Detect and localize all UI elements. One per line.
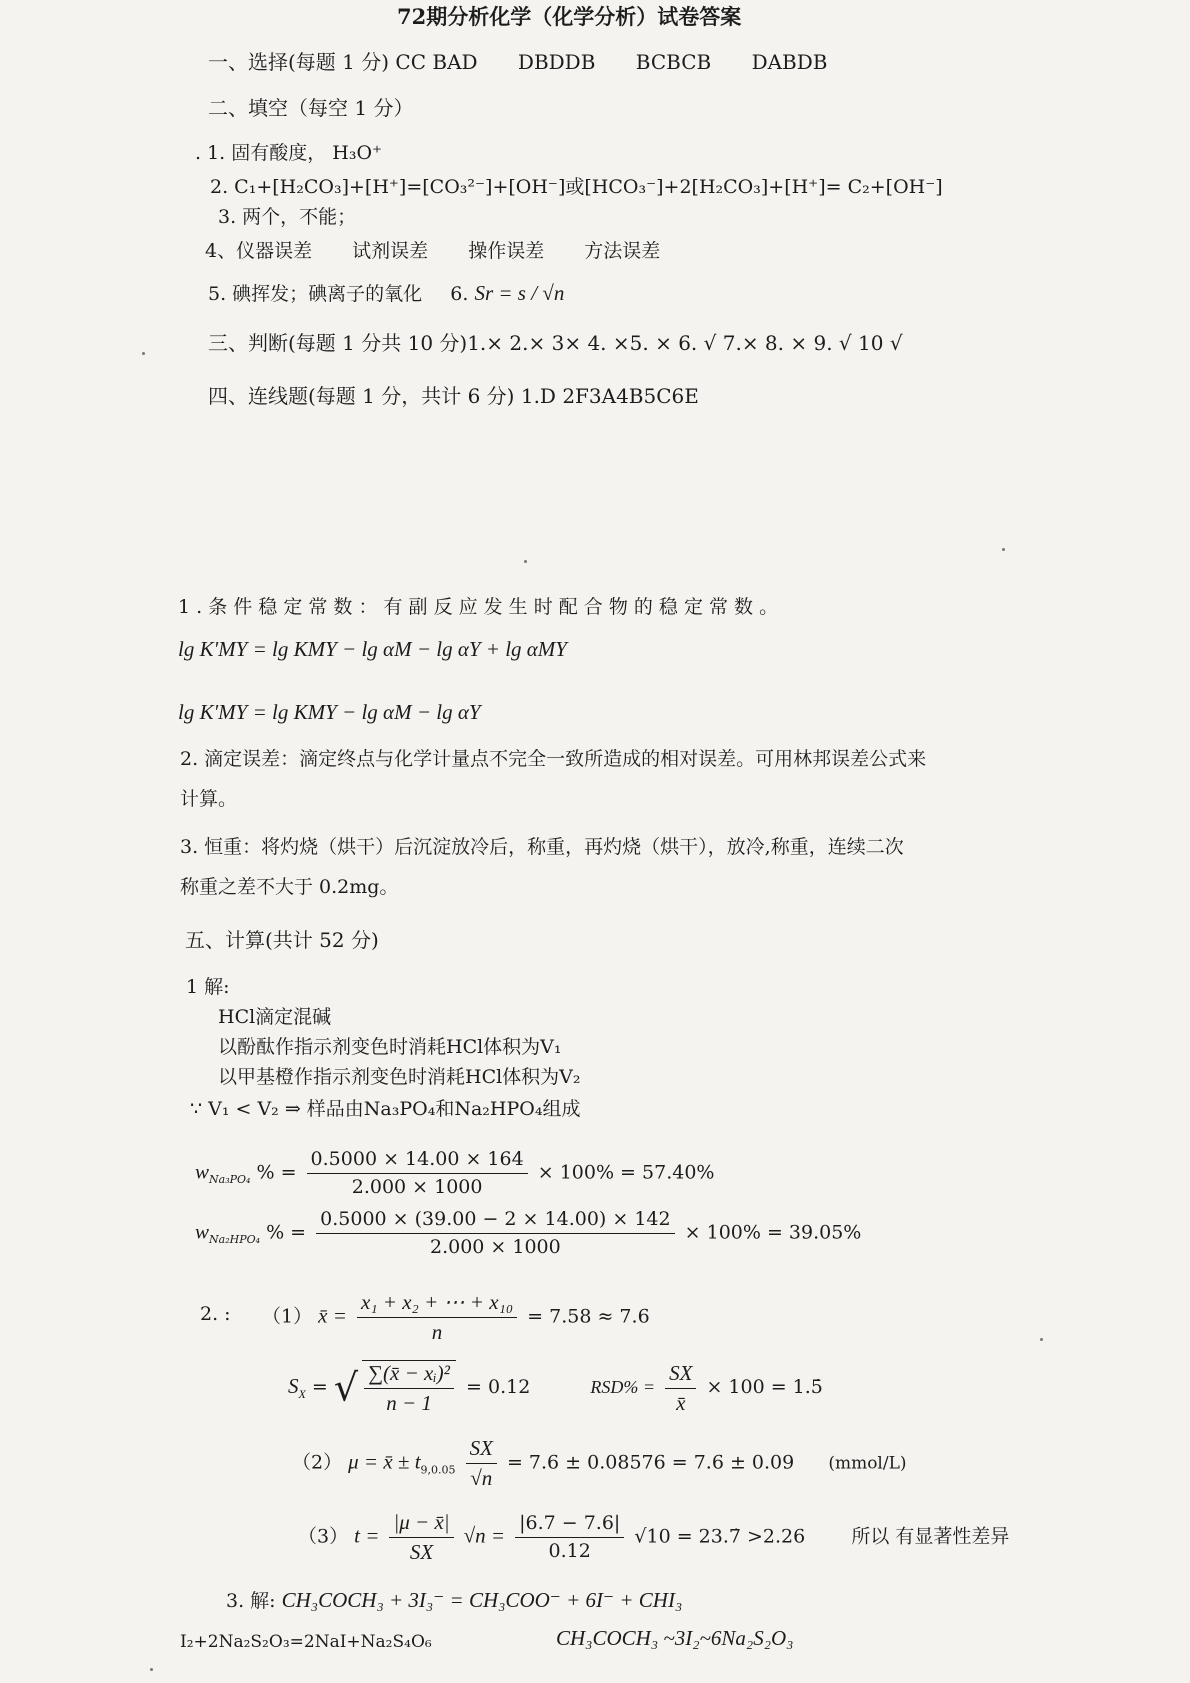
problem-3-reaction-2: I₂+2Na₂S₂O₃=2NaI+Na₂S₄O₆ <box>180 1632 432 1652</box>
error-type-4: 方法误差 <box>584 240 661 262</box>
t-test-conclusion: 所以 有显著性差异 <box>851 1525 1010 1548</box>
scan-speck <box>1040 1338 1043 1341</box>
confidence-interval-formula: （2） μ = x̄ ± $t_{9,0.05}$ $\frac{SX}{√n}$ = 7.6 ± 0.08576 = 7.6 ± 0.09 (mmol/L) <box>292 1436 907 1491</box>
page-title: 72期分析化学（化学分析）试卷答案 <box>397 4 742 29</box>
problem-1-line-1: HCl滴定混碱 <box>218 1006 332 1028</box>
na2hpo4-fraction: $\frac{0.5000 \times (39.00 - 2 \times 14.00) \times 142}{2.000 \times 1000}$ <box>316 1208 674 1259</box>
term-1-equation-1: lg K′MY = lg KMY − lg αM − lg αY + lg αMY <box>178 637 567 661</box>
std-dev-formula: $S_X$ = √ $\frac{\text{∑(x̄ − xᵢ)²}}{n - 1}$ = 0.12 RSD% = $\frac{SX}{x̄}$ × 100 = 1.5̇ <box>288 1360 823 1416</box>
scan-speck <box>524 560 527 563</box>
mass-fraction-na3po4: $w_{Na_3PO_4}$ % = $\frac{0.5000 \times 14.00 \times 164}{2.000 \times 1000}$ × 100% = 57.40% <box>195 1148 715 1198</box>
choice-group-1: CC BAD <box>395 50 478 74</box>
mass-fraction-na2hpo4: $w_{Na_2HPO_4}$ % = $\frac{0.5000 \times (39.00 - 2 \times 14.00) \times 142}{2.000 \times 1000}$ × 100% = 39.05% <box>195 1208 862 1258</box>
term-2-definition-cont: 计算。 <box>180 788 238 810</box>
relative-std-formula: Sr = s / √n <box>474 281 565 305</box>
term-2-definition: 2. 滴定误差：滴定终点与化学计量点不完全一致所造成的相对误差。可用林邦误差公式来 <box>180 748 927 770</box>
error-type-2: 试剂误差 <box>352 240 429 262</box>
scan-speck <box>142 352 145 355</box>
fill-answer-4 <box>205 240 660 263</box>
section-choice-label: 一、选择(每题 1 分) <box>208 50 390 74</box>
error-type-3: 操作误差 <box>468 240 545 262</box>
problem-3-reaction-1: CH₃COCH₃ + 3I₃⁻ = CH₃COO⁻ + 6I⁻ + CHI₃ <box>281 1588 683 1612</box>
choice-group-4: DABDB <box>751 50 828 74</box>
section-matching: 四、连线题(每题 1 分，共计 6 分) 1.D 2F3A4B5C6E <box>208 384 699 408</box>
section-choice <box>208 50 828 74</box>
term-1-equation-2: lg K′MY = lg KMY − lg αM − lg αY <box>178 700 481 724</box>
t-test-formula: （3） t = $\frac{|\mu - x̄|}{SX}$ √n = $\frac{|6.7 - 7.6|}{0.12}$ √10 = 23.7̇ >2.26 所以 有显著性差异 <box>298 1510 1010 1565</box>
fill-answer-6-label: 6. <box>450 283 469 305</box>
problem-3-line-1: 3. 解: CH₃COCH₃ + 3I₃⁻ = CH₃COO⁻ + 6I⁻ + CHI₃ <box>226 1588 683 1612</box>
na3po4-fraction: $\frac{0.5000 \times 14.00 \times 164}{2.000 \times 1000}$ <box>307 1148 528 1199</box>
fill-answer-1: . 1. 固有酸度， H₃O⁺ <box>195 142 383 164</box>
problem-1-line-3: 以甲基橙作指示剂变色时消耗HCl体积为V₂ <box>218 1066 581 1088</box>
scan-speck <box>150 1668 153 1671</box>
section-calc-label: 五、计算(共计 52 分) <box>185 928 379 952</box>
term-3-definition: 3. 恒重：将灼烧（烘干）后沉淀放冷后，称重，再灼烧（烘干），放冷,称重，连续二次 <box>180 836 904 858</box>
scan-speck <box>1002 548 1005 551</box>
problem-3-stoichiometry: CH₃COCH₃ ~3I₂~6Na₂S₂O₃ <box>556 1626 794 1650</box>
term-3-definition-cont: 称重之差不大于 0.2mg。 <box>180 876 399 898</box>
mean-formula: （1） x̄ = $\frac{\text{x₁ + x₂ + ⋯ + x₁₀}}{n}$ = 7.58 ≈ 7.6 <box>262 1290 650 1345</box>
problem-1-line-2: 以酚酞作指示剂变色时消耗HCl体积为V₁ <box>218 1036 562 1058</box>
fill-answer-5: 5. 碘挥发；碘离子的氧化 <box>208 283 423 305</box>
fill-answer-2: 2. C₁+[H₂CO₃]+[H⁺]=[CO₃²⁻]+[OH⁻]或[HCO₃⁻]+2[H₂CO₃]+[H⁺]= C₂+[OH⁻] <box>210 176 943 198</box>
choice-group-3: BCBCB <box>635 50 712 74</box>
term-1-definition: 1 . 条 件 稳 定 常 数 ： 有 副 反 应 发 生 时 配 合 物 的 稳 定 常 数 。 <box>178 596 779 618</box>
fill-answer-5-6 <box>208 281 564 306</box>
problem-1-head: 1 解: <box>186 976 230 998</box>
problem-1-line-4: ∵ V₁ < V₂ ⇒ 样品由Na₃PO₄和Na₂HPO₄组成 <box>190 1098 581 1120</box>
choice-group-2: DBDDB <box>517 50 596 74</box>
error-type-1: 4、仪器误差 <box>205 240 313 262</box>
problem-2-head: 2. : <box>200 1303 231 1325</box>
section-judge: 三、判断(每题 1 分共 10 分)1.× 2.× 3× 4. ×5. × 6. √ 7.× 8. × 9. √ 10 √ <box>208 331 903 355</box>
section-fill-label: 二、填空（每空 1 分） <box>208 96 414 120</box>
fill-answer-3: 3. 两个，不能； <box>218 206 357 228</box>
